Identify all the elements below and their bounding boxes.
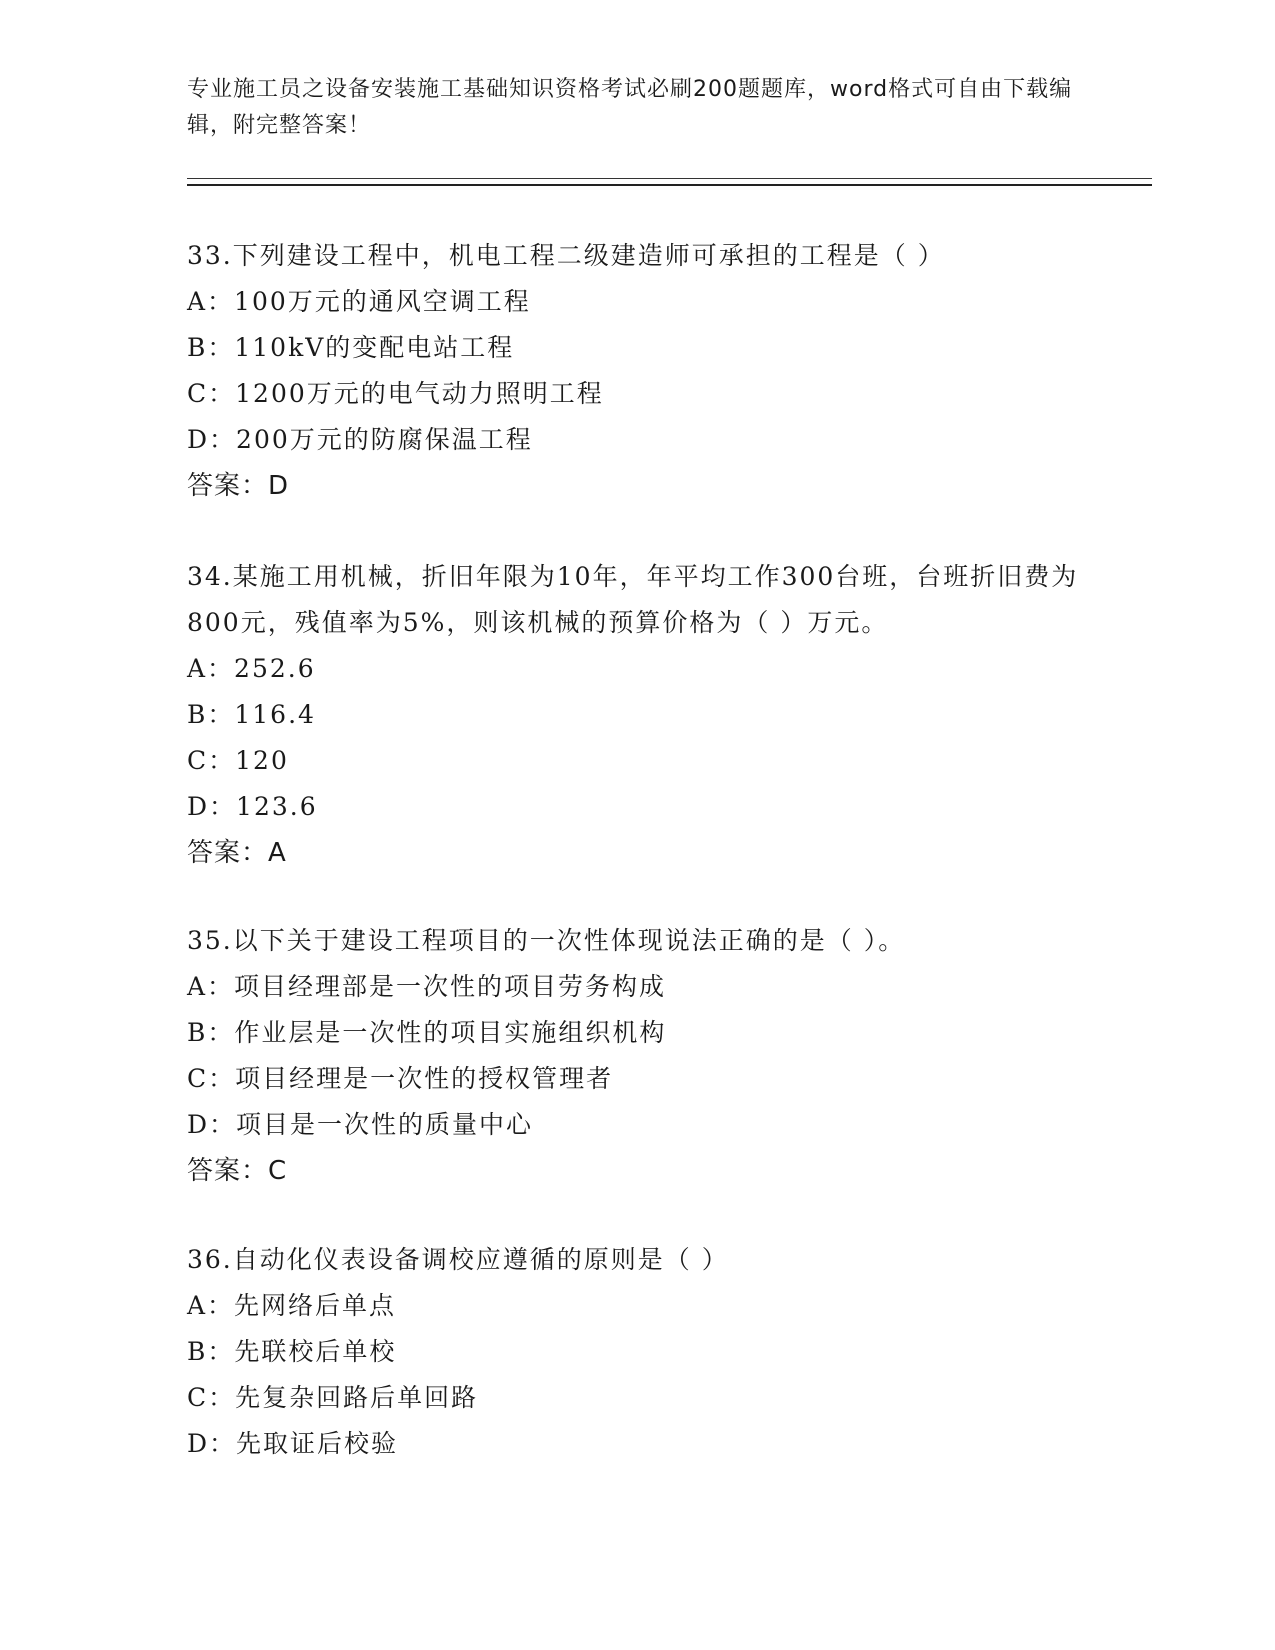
question-stem: 36.自动化仪表设备调校应遵循的原则是（ ）: [187, 1245, 729, 1274]
option-c: C：120: [187, 746, 289, 775]
question-36: [187, 1237, 1087, 1467]
option-a: A：项目经理部是一次性的项目劳务构成: [187, 972, 667, 1001]
question-stem: 35.以下关于建设工程项目的一次性体现说法正确的是（ ）。: [187, 926, 906, 955]
option-d: D：先取证后校验: [187, 1429, 399, 1458]
header-divider-thick: [187, 184, 1152, 186]
question-stem: 33.下列建设工程中，机电工程二级建造师可承担的工程是（ ）: [187, 241, 945, 270]
option-d: D：项目是一次性的质量中心: [187, 1110, 534, 1139]
option-c: C：1200万元的电气动力照明工程: [187, 379, 604, 408]
question-35: [187, 918, 1087, 1194]
question-33: [187, 233, 1087, 509]
option-b: B：先联校后单校: [187, 1337, 397, 1366]
answer: 答案：D: [187, 471, 290, 501]
option-a: A：252.6: [187, 654, 316, 683]
option-b: B：作业层是一次性的项目实施组织机构: [187, 1018, 667, 1047]
answer: 答案：A: [187, 838, 287, 868]
option-a: A：100万元的通风空调工程: [187, 287, 531, 316]
question-stem: 34.某施工用机械，折旧年限为10年，年平均工作300台班，台班折旧费为800元，残值率为5%，则该机械的预算价格为（ ）万元。: [187, 562, 1079, 637]
answer: 答案：C: [187, 1156, 288, 1186]
option-d: D：200万元的防腐保温工程: [187, 425, 533, 454]
option-a: A：先网络后单点: [187, 1291, 397, 1320]
document-header: 专业施工员之设备安装施工基础知识资格考试必刷200题题库，word格式可自由下载编辑，附完整答案！: [187, 77, 1073, 138]
option-c: C：项目经理是一次性的授权管理者: [187, 1064, 614, 1093]
question-34: [187, 554, 1087, 876]
header-divider-thin: [187, 178, 1152, 179]
option-c: C：先复杂回路后单回路: [187, 1383, 479, 1412]
option-b: B：110kV的变配电站工程: [187, 333, 515, 362]
option-b: B：116.4: [187, 700, 316, 729]
option-d: D：123.6: [187, 792, 318, 821]
